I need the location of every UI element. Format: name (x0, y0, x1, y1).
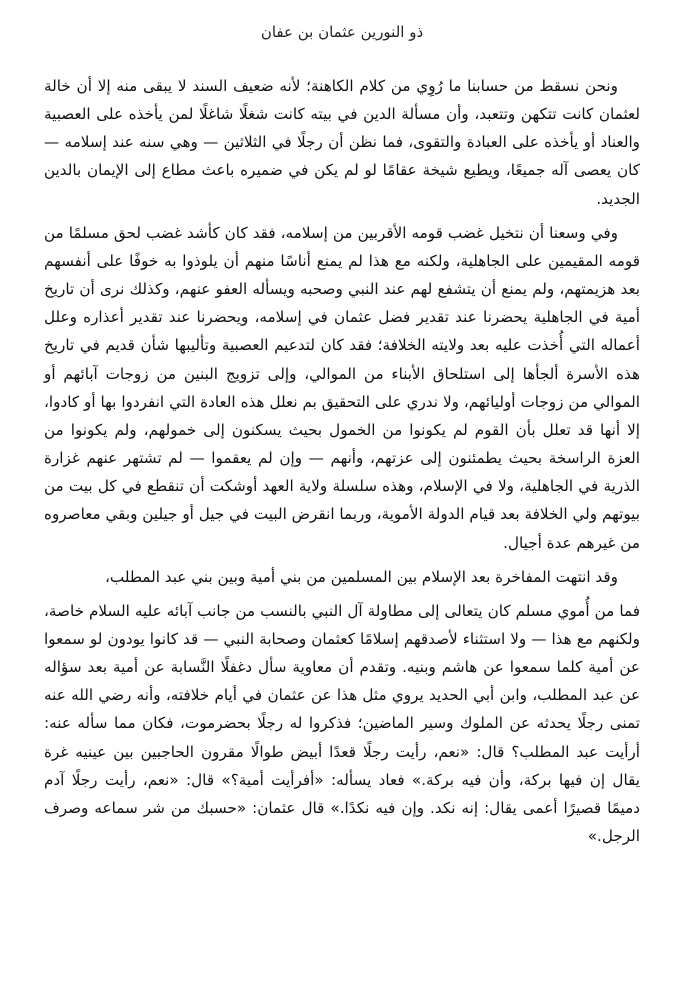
body-text (44, 72, 640, 850)
running-head-title: ذو النورين عثمان بن عفان (260, 23, 424, 41)
paragraph: فما من أُموي مسلم كان يتعالى إلى مطاولة آل النبي بالنسب من جانب آبائه عليه السلام خاصة، ولكنهم مع هذا — ولا استثناء لأصدقهم إسلامًا كعثمان وصحابة النبي — قد كانوا يودون لو سمعوا عن أمية كلما سمعوا عن هاشم وبنيه. وتقدم أن معاوية سأل دغفلًا النَّسابة عن أمية بعد سؤاله عن عبد المطلب، وابن أبي الحديد يروي مثل هذا عن عثمان في أيام خلافته، وأنه رضي الله عنه تمنى رجلًا يحدثه عن الملوك وسير الماضين؛ فذكروا له رجلًا بحضرموت، فكان مما سأله عنه: أرأيت عبد المطلب؟ قال: «نعم، رأيت رجلًا قعدًا أبيض طوالًا مقرون الحاجبين بين عينيه غرة يقال إن فيها بركة، وأن فيه بركة.» فعاد يسأله: «أفرأيت أمية؟» قال: «نعم، رأيت رجلًا آدم دميمًا قصيرًا أعمى يقال: إنه نكد. وإن فيه نكدًا.» قال عثمان: «حسبك من شر سماعه وصرف الرجل.» (44, 601, 640, 846)
paragraph: وفي وسعنا أن نتخيل غضب قومه الأقربين من إسلامه، فقد كان كأشد غضب لحق مسلمًا من قومه المقيمين على الجاهلية، ولكنه مع هذا لم يمنع أناسًا منهم أن يلوذوا به خوفًا على أنفسهم بعد هزيمتهم، ولم يمنع أن يتشفع لهم عند النبي وصحبه ويسأله العفو عنهم، وكذلك نرى أن تاريخ أمية في الجاهلية يحضرنا عند تقدير فضل عثمان في إسلامه، ويحضرنا عند تقدير أعذاره وعلل أعماله التي أُخذت عليه بعد ولايته الخلافة؛ فقد كان لتدعيم العصبية وتأليبها شأن قديم في تاريخ هذه الأسرة ألجأها إلى استلحاق الأبناء من الموالي، وإلى تزويج البنين من زوجات آبائهم أو الموالي من زوجات أوليائهم، ولا ندري على التحقيق بم نعلل هذه العادة التي انفردوا بها أو كادوا، إلا أنها قد تعلل بأن القوم لم يكونوا من الخمول بحيث يسكنون إلى خمولهم، ولم يكونوا من العزة الراسخة بحيث يطمئنون إلى عزتهم، وأنهم — وإن لم يعقموا — لم تشتهر عنهم غزارة الذرية في الجاهلية، ولا في الإسلام، وهذه سلسلة ولاية العهد أوشكت أن تنقطع في كل بيت من بيوتهم ولي الخلافة بعد قيام الدولة الأموية، وربما انقرض البيت في جيل أو جيلين وبقي معاصروه من غيرهم عدة أجيال. (44, 223, 640, 552)
paragraph: وقد انتهت المفاخرة بعد الإسلام بين المسلمين من بني أمية وبين بني عبد المطلب، (105, 567, 618, 586)
paragraph: ونحن نسقط من حسابنا ما رُوِي من كلام الكاهنة؛ لأنه ضعيف السند لا يبقى منه إلا أن خالة لعثمان كانت تتكهن وتتعبد، وأن مسألة الدين في بيته كانت شغلًا شاغلًا لمن يأخذه على العصبية والعناد أو يأخذه على العبادة والتقوى، فما نظن أن رجلًا في الثلاثين — وهي سنه عند إسلامه — كان يعصى آله جميعًا، ويطيع شيخة عقامًا لو لم يكن في ضميره باعث مطاع إلى الإيمان بالدين الجديد. (44, 77, 640, 208)
